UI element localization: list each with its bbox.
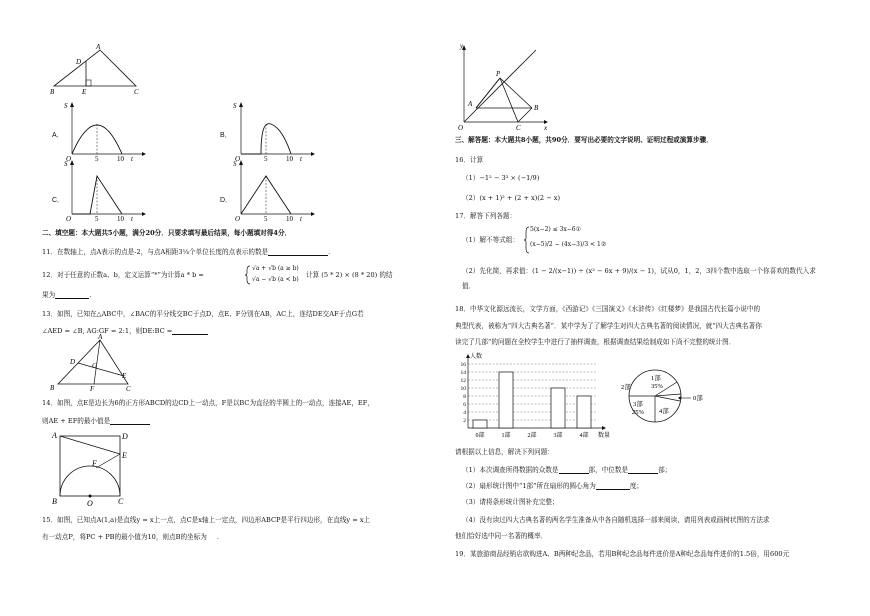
question-14-line2: 则AE + EF的最小值是 — [42, 417, 150, 425]
question-18-info: 请根据以上信息，解决下列问题： — [455, 448, 554, 456]
question-13-line2: ∠AED = ∠B, AG:GF = 2:1，则DE:BC = — [42, 327, 208, 335]
question-13-line1: 13．如图，已知在△ABC中，∠BAC的平分线交BC于点D，点E、F分别在AB，AC上，连结DE交AF于点G若 — [42, 310, 364, 318]
y-tick-14: 14 — [460, 370, 466, 376]
x-tick-2部: 2部 — [527, 433, 537, 439]
option-d-graph[interactable] — [233, 160, 315, 223]
question-18-item1: （1）本次调查所得数据的众数是 部，中位数是 部； — [462, 466, 672, 474]
question-17-part1: （1）解不等式组： — [462, 236, 519, 244]
svg-text:E: E — [122, 372, 127, 380]
bar-chart — [452, 352, 612, 442]
question-16: 16．计算 — [455, 156, 484, 164]
q12-answer-blank[interactable] — [55, 291, 89, 299]
question-19: 19．某旅游商品经销店欲购进A、B两种纪念品，若用B种纪念品每件进价是A种纪念品每件进价的1.5倍，用600元 — [455, 550, 790, 558]
q12-compute: 计算 (5 * 2) × (8 * 20) 的结 — [306, 271, 393, 279]
pie-label-4: 4部 — [659, 408, 669, 415]
x-axis-label: 数量 — [598, 433, 611, 439]
svg-text:t: t — [300, 215, 302, 223]
svg-text:O: O — [235, 155, 241, 163]
pie-chart — [615, 358, 715, 438]
svg-text:D: D — [122, 432, 128, 441]
x-tick-0部: 0部 — [475, 433, 485, 439]
svg-text:10: 10 — [286, 155, 293, 163]
bar-4部 — [577, 396, 591, 428]
svg-text:5: 5 — [95, 215, 99, 223]
option-a-label[interactable]: A． — [52, 132, 64, 139]
q18-median-blank[interactable] — [628, 466, 658, 474]
svg-text:C: C — [126, 385, 131, 393]
q12-case-1: √a + √b (a ≥ b) — [252, 265, 299, 272]
svg-text:10: 10 — [286, 215, 293, 223]
option-d-label[interactable]: D． — [220, 197, 233, 204]
pie-label-3: 3部 — [633, 401, 643, 408]
pie-label-2: 2部 — [621, 384, 631, 391]
question-18-item4a: （4）没有读过四大古典名著的两名学生准备从中各自随机选择一部来阅读，请用列表或画树状图的方法求 — [462, 516, 770, 524]
q17-case-2: (x−5)/2 − (4x−3)/3 < 1② — [530, 241, 607, 248]
tri-label-d: D — [76, 58, 82, 66]
svg-text:S: S — [64, 102, 68, 110]
pie-pct-1: 35% — [651, 383, 663, 390]
svg-text:A: A — [468, 100, 473, 108]
question-18-item2: （2）扇形统计图中“1部”所在扇形的圆心角为 度； — [462, 482, 644, 490]
svg-text:A: A — [52, 431, 57, 440]
question-18-line2: 典型代表，被称为“四大古典名著”．某中学为了了解学生对四大古典名著的阅读情况，就“四大古典名著你 — [455, 322, 762, 330]
option-b-label[interactable]: B． — [220, 132, 232, 139]
svg-text:5: 5 — [264, 155, 268, 163]
bar-0部 — [473, 420, 487, 428]
q13-answer-blank[interactable] — [172, 327, 208, 335]
svg-text:F: F — [90, 385, 95, 393]
y-axis-label: 人数 — [470, 354, 483, 360]
question-17-part2b: 值． — [462, 282, 476, 290]
tri-label-b: B — [50, 88, 55, 96]
svg-text:C: C — [516, 124, 521, 132]
bar-3部 — [551, 388, 565, 428]
svg-text:B: B — [534, 104, 539, 112]
q18-mode-blank[interactable] — [559, 466, 589, 474]
q14-answer-blank[interactable] — [110, 417, 150, 425]
svg-text:O: O — [235, 215, 241, 223]
q12-case-2: √a − √b (a < b) — [252, 276, 299, 283]
x-tick-1部: 1部 — [501, 433, 511, 439]
option-c-graph[interactable] — [64, 160, 146, 223]
svg-text:t: t — [131, 215, 133, 223]
question-15-line1: 15．如图，已知点A(1,a)是直线y = x上一点，点C是x轴上一定点，四边形ABCP是平行四边形，在直线y = x上 — [42, 516, 371, 524]
question-16-part2: （2）(x + 1)² + (2 + x)(2 − x) — [462, 194, 561, 202]
y-tick-4: 4 — [463, 410, 466, 416]
option-b-graph[interactable] — [235, 102, 315, 162]
question-16-part1: （1）−1² − 3³ × (−1/9) — [462, 174, 540, 182]
y-tick-8: 8 — [463, 394, 466, 400]
svg-text:5: 5 — [95, 155, 99, 163]
svg-text:G: G — [92, 362, 98, 370]
y-tick-16: 16 — [460, 362, 466, 368]
svg-text:S: S — [233, 102, 237, 110]
svg-text:t: t — [131, 155, 133, 163]
y-tick-12: 12 — [460, 378, 466, 384]
svg-text:C: C — [118, 497, 124, 506]
svg-text:F: F — [92, 459, 97, 468]
question-17-part2: （2）先化简，再求值：(1 − 2/(x−1)) ÷ (x² − 6x + 9)/(x − 1)，试从0，1，2，3四个数中选取一个你喜欢的数代入求 — [462, 267, 816, 275]
option-a-graph[interactable] — [66, 102, 146, 162]
question-18-item4b: 他们恰好选中同一名著的概率． — [455, 532, 548, 540]
svg-text:O: O — [87, 499, 93, 508]
tri-label-e: E — [82, 88, 87, 96]
y-tick-10: 10 — [460, 386, 466, 392]
svg-text:B: B — [52, 497, 57, 506]
svg-text:B: B — [50, 384, 55, 392]
svg-text:y: y — [460, 42, 464, 50]
question-18-item3: （3）请将条形统计图补充完整； — [462, 498, 559, 506]
question-15-line2: 有一动点P，将PC + PB的最小值为10，则点B的坐标为 . — [42, 533, 219, 541]
pie-pct-3: 25% — [632, 409, 644, 416]
svg-text:t: t — [300, 155, 302, 163]
q18-angle-blank[interactable] — [596, 482, 630, 490]
y-tick-6: 6 — [463, 402, 466, 408]
question-12: 12．对于任意的正数a、b，定义运算“*”为计算a * b = — [42, 271, 204, 279]
question-18-line3: 读完了几部”的问题在全校学生中进行了抽样调查，根据调查结果绘制成如下尚不完整的统计图． — [455, 338, 736, 346]
bar-1部 — [499, 372, 513, 428]
svg-text:10: 10 — [117, 215, 124, 223]
svg-text:S: S — [233, 160, 237, 168]
pie-label-1: 1部 — [651, 375, 661, 382]
question-14-line1: 14．如图，点E是边长为6的正方形ABCD的边CD上一动点，F是以BC为直径的半圆上的一动点，连接AE，EF， — [42, 399, 374, 407]
svg-text:O: O — [458, 124, 464, 132]
fill-section-heading: 二、填空题：本大题共5小题，满分20分．只要求填写最后结果，每小题填对得4分． — [42, 229, 292, 237]
question-11: 11．在数轴上，点A表示的点是-2，与点A相距3¼个单位长度的点表示的数是 . — [42, 248, 331, 256]
option-c-label[interactable]: C． — [52, 197, 65, 204]
svg-text:A: A — [98, 333, 103, 341]
svg-text:5: 5 — [264, 215, 268, 223]
svg-text:D: D — [70, 358, 76, 366]
svg-text:P: P — [496, 70, 501, 78]
question-17: 17．解答下列各题： — [455, 212, 517, 220]
solve-section-heading: 三、解答题：本大题共8小题，共90分．要写出必要的文字说明、证明过程或演算步骤． — [455, 136, 713, 144]
triangle-figure — [50, 43, 160, 98]
svg-text:O: O — [66, 215, 72, 223]
tri-label-c: C — [134, 88, 139, 96]
q15-figure — [456, 42, 556, 132]
pie-label-0: 0部 — [693, 395, 703, 402]
svg-text:x: x — [544, 124, 548, 132]
x-axis-arrow — [602, 426, 606, 430]
q12-result: 果为 . — [42, 291, 92, 299]
svg-text:S: S — [64, 160, 68, 168]
y-tick-2: 2 — [463, 418, 466, 424]
svg-text:E: E — [122, 451, 127, 460]
x-tick-3部: 3部 — [553, 433, 563, 439]
svg-text:O: O — [66, 155, 72, 163]
svg-text:10: 10 — [117, 155, 124, 163]
tri-label-a: A — [96, 43, 101, 51]
x-tick-4部: 4部 — [579, 433, 589, 439]
q11-answer-blank[interactable] — [268, 248, 328, 256]
q17-case-1: 5(x−2) ≤ 3x−6① — [530, 226, 581, 233]
q13-figure — [50, 333, 150, 393]
q14-figure — [50, 430, 140, 510]
question-18-line1: 18．中华文化源远流长，文学方面，《西游记》《三国演义》《水浒传》《红楼梦》是我国古代长篇小说中的 — [455, 305, 761, 313]
